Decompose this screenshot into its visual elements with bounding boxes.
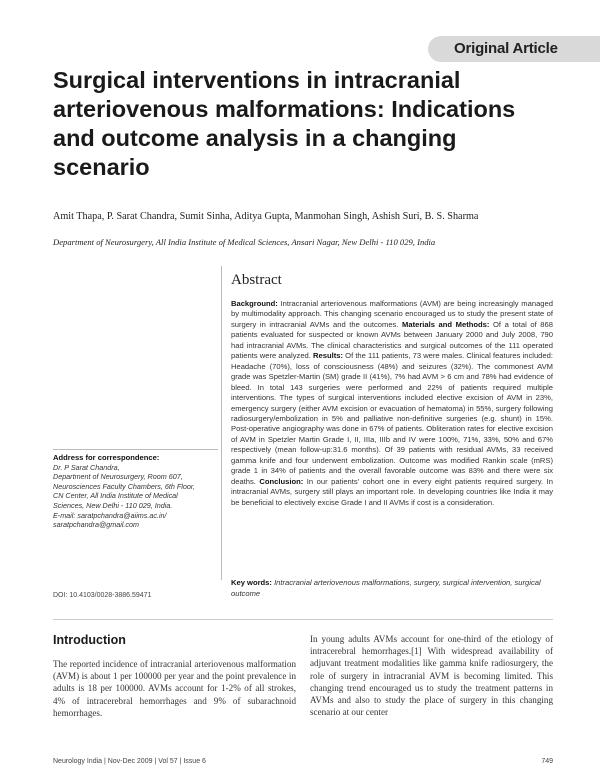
keywords-text: Intracranial arteriovenous malformations, surgery, surgical intervention, surgical outcome <box>231 578 541 598</box>
introduction-paragraph-right: In young adults AVMs account for one-third of the etiology of intracerebral hemorrhages.[1] With widespread availability of adjuvant treatment modalities like gamma knife radiosurgery, the role of surgery in intracranial AVM is becoming limited. This changing trend encouraged us to study the treatment patterns in AVMs and also to study the place of surgery in this changing scenario at our center <box>310 634 553 718</box>
author-list: Amit Thapa, P. Sarat Chandra, Sumit Sinha, Aditya Gupta, Manmohan Singh, Ashish Suri, B. S. Sharma <box>53 211 479 222</box>
abstract-heading: Abstract <box>231 272 282 288</box>
results-label: Results: <box>313 351 343 361</box>
background-text: Intracranial arteriovenous malformations (AVM) are being increasingly managed by multimodality approach. This changing scenario encouraged us to study the present state of surgery in intracranial AVMs and the outcomes. <box>231 299 553 329</box>
abstract-body <box>231 299 553 508</box>
keywords-label: Key words: <box>231 578 272 587</box>
introduction-paragraph-left: The reported incidence of intracranial arteriovenous malformation (AVM) is about 1 per 100000 per year and the point prevalence in adults is 18 per 100000. AVMs account for 1-2% of all strokes, 4% of intracerebral hemorrhages and 9% of subarachnoid hemorrhages. <box>53 659 296 718</box>
correspondence-line: CN Center, All India Institute of Medical <box>53 491 178 501</box>
introduction-heading: Introduction <box>53 633 126 647</box>
doi[interactable]: DOI: 10.4103/0028-3886.59471 <box>53 592 152 599</box>
correspondence-label: Address for correspondence: <box>53 453 160 462</box>
correspondence-email[interactable]: E-mail: saratpchandra@aiims.ac.in/ <box>53 510 167 520</box>
methods-text: Of a total of 868 patients evaluated for suspected or known AVMs between January 2000 and July 2008, 790 had intracranial AVMs. The clinical characteristics and surgical outcomes of the 111 operated patients were analyzed. <box>231 319 553 361</box>
section-divider <box>53 619 553 620</box>
article-type-badge: Original Article <box>428 36 600 62</box>
journal-citation: Neurology India | Nov-Dec 2009 | Vol 57 | Issue 6 <box>53 758 206 765</box>
article-title: Surgical interventions in intracranial arteriovenous malformations: Indications and outcome analysis in a changing scenario <box>53 67 516 180</box>
correspondence-line: Neurosciences Faculty Chambers, 6th Floor, <box>53 481 195 491</box>
correspondence-email[interactable]: saratpchandra@gmail.com <box>53 520 139 530</box>
conclusion-label: Conclusion: <box>259 476 304 486</box>
correspondence-line: Department of Neurosurgery, Room 607, <box>53 472 183 482</box>
correspondence-line: Dr. P Sarat Chandra, <box>53 462 120 472</box>
correspondence-block <box>53 449 218 530</box>
methods-label: Materials and Methods: <box>402 319 490 329</box>
page-number: 749 <box>541 758 553 765</box>
conclusion-text: In our patients' cohort one in every eight patients required surgery. In intracranial AVMs, surgery still plays an important role. In developing countries like India it may be beneficial to electively excise Grade I and II AVMs if cost is a consideration. <box>231 476 553 507</box>
background-label: Background: <box>231 299 278 308</box>
correspondence-line: Sciences, New Delhi - 110 029, India. <box>53 500 173 510</box>
keywords <box>231 578 553 599</box>
author-affiliation: Department of Neurosurgery, All India Institute of Medical Sciences, Ansari Nagar, New Delhi - 110 029, India <box>53 237 436 247</box>
results-text: Of the 111 patients, 73 were males. Clinical features included: Headache (70%), loss of consciousness (48%) and seizures (32%). The commonest AVM grade was Spetzler-Martin (SM) grade II (41%), 7% had AVM > 6 cm and 78% had evidence of bleed. In total 143 surgeries were performed and 22% of patients required multiple interventions. The types of surgical interventions included elective excision of AVM in 23%, emergency surgery (either AVM excision or evacuation of hematoma) in 55%, surgery following radiosurgery/embolization in 5% and palliative non-definitive surgeries (e.g. shunt) in 15%. Post-operative angiography was done in 67% of patients. Obliteration rates for elective excision of AVM in Spetzler Martin Grade I, II, IIIa, IIIb and IV were 100%, 71%, 33%, 50% and 67% respectively (mean follow-up:31.6 months). Of 39 patients with residual AVMs, 33 received gamma knife and four underwent embolization. Outcome was modified Rankin scale (mRS) grade 1 in 34% of patients and the overall favorable outcome was 83% and there were six deaths. <box>231 351 553 486</box>
